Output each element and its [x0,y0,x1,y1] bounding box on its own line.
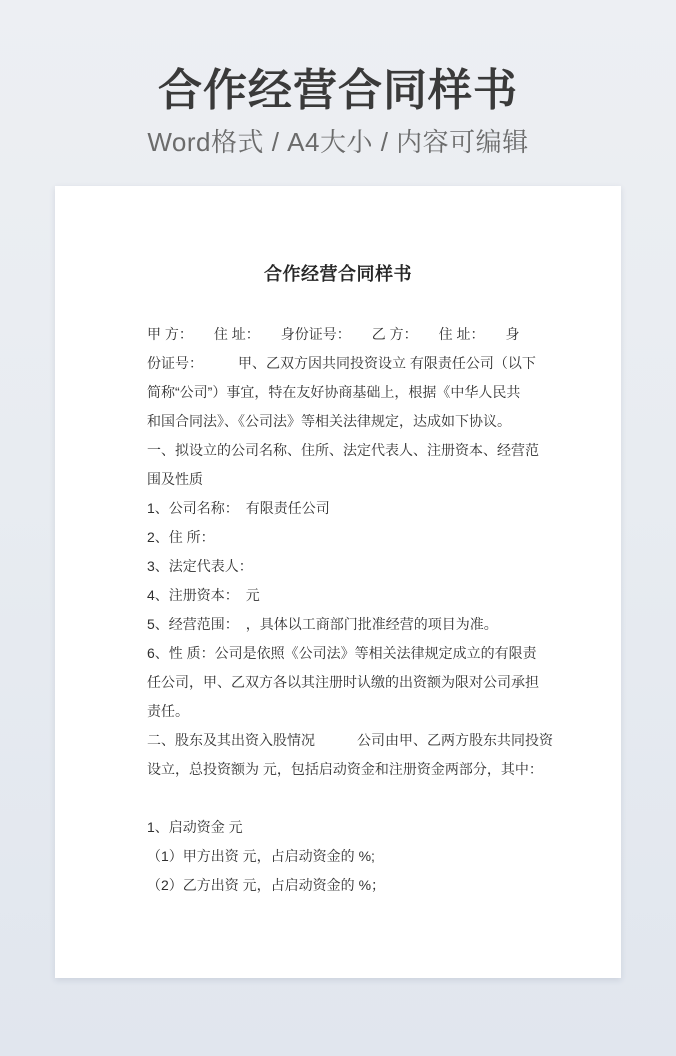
document-line: 二、股东及其出资入股情况 公司由甲、乙两方股东共同投资 [147,732,553,748]
document-line: 5、经营范围： ，具体以工商部门批准经营的项目为准。 [147,616,498,632]
document-line: 和国合同法》、《公司法》等相关法律规定，达成如下协议。 [147,413,511,429]
document-line: （1）甲方出资 元，占启动资金的 %; [147,848,375,864]
document-line: 设立，总投资额为 元，包括启动资金和注册资金两部分，其中： [147,761,543,777]
document-blank-line [147,784,531,813]
document-line: 2、住 所： [147,529,215,545]
document-line: 简称“公司”）事宜，特在友好协商基础上，根据《中华人民共 [147,384,521,400]
banner-subtitle: Word格式 / A4大小 / 内容可编辑 [147,127,529,157]
document-line: 围及性质 [147,471,203,487]
banner-title: 合作经营合同样书 [158,66,518,115]
document-line: 4、注册资本： 元 [147,587,260,603]
document-line: 甲 方： 住 址： 身份证号： 乙 方： 住 址： 身 [147,326,520,342]
document-line: 3、法定代表人： [147,558,253,574]
banner [0,0,676,157]
document-title: 合作经营合同样书 [264,264,412,284]
document-line: 6、性 质：公司是依照《公司法》等相关法律规定成立的有限责 [147,645,537,661]
document-line: 1、公司名称： 有限责任公司 [147,500,330,516]
document-body [147,320,553,900]
document-line: 1、启动资金 元 [147,819,243,835]
document-page [55,186,621,978]
document-line: 一、拟设立的公司名称、住所、法定代表人、注册资本、经营范 [147,442,539,458]
document-line: 任公司，甲、乙双方各以其注册时认缴的出资额为限对公司承担 [147,674,539,690]
document-line: （2）乙方出资 元，占启动资金的 %； [147,877,386,893]
document-line: 责任。 [147,703,189,719]
document-line: 份证号： 甲、乙双方因共同投资设立 有限责任公司（以下 [147,355,536,371]
